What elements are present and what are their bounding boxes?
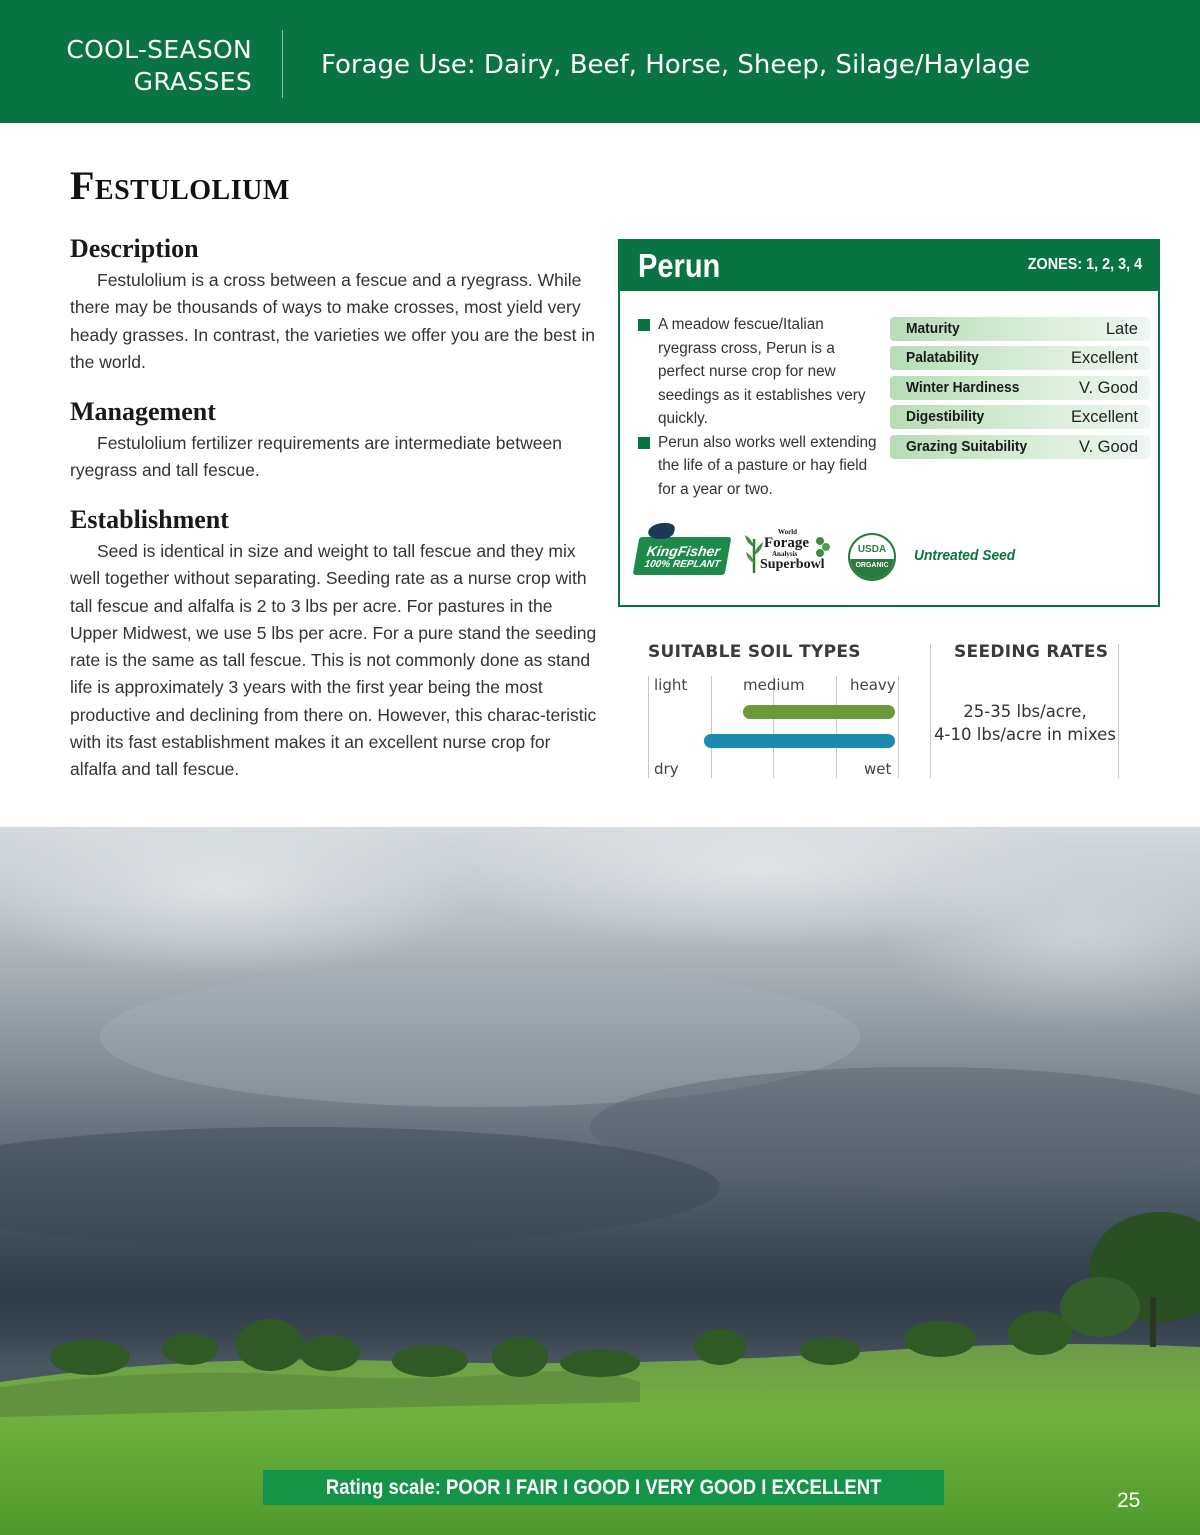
establishment-heading: Establishment <box>70 505 229 534</box>
ratings-table <box>890 317 1150 464</box>
seeding-divider <box>1118 644 1119 778</box>
soil-label-heavy: heavy <box>850 676 896 694</box>
soil-label-wet: wet <box>864 760 892 778</box>
seeding-divider <box>930 644 931 778</box>
soil-types-title: SUITABLE SOIL TYPES <box>648 642 861 662</box>
bullet-item <box>638 431 878 502</box>
product-logos <box>636 529 1136 589</box>
bullet-text: A meadow fescue/Italian ryegrass cross, Perun is a perfect nurse crop for new seedings as it establishes very quickly. <box>658 316 866 427</box>
rating-row-grazing-suitability <box>890 435 1150 459</box>
rating-row-maturity <box>890 317 1150 341</box>
storm-field-illustration <box>0 827 1200 1535</box>
rating-scale-bar <box>263 1470 944 1505</box>
soil-label-dry: dry <box>654 760 679 778</box>
wfs-line3: Analysis <box>772 550 798 558</box>
soil-label-light: light <box>654 676 688 694</box>
kingfisher-bird-icon <box>647 523 676 539</box>
soil-texture-bar <box>743 705 895 719</box>
description-heading: Description <box>70 234 199 263</box>
rating-value: Excellent <box>1071 408 1138 427</box>
soil-moisture-bar <box>704 734 895 748</box>
product-name: Perun <box>638 247 721 284</box>
rating-value: Late <box>1105 320 1138 338</box>
wfs-line1: World <box>778 528 798 536</box>
usda-organic-seal <box>848 533 896 581</box>
rating-row-winter-hardiness <box>890 376 1150 400</box>
wfs-line2: Forage <box>764 535 809 551</box>
rating-row-palatability <box>890 346 1150 370</box>
rating-label: Maturity <box>906 320 960 337</box>
product-bullets <box>638 313 878 501</box>
rating-label: Palatability <box>906 349 979 367</box>
product-zones: ZONES: 1, 2, 3, 4 <box>1027 256 1142 273</box>
rating-value: V. Good <box>1078 437 1138 456</box>
usda-label: USDA <box>857 544 887 555</box>
rating-label: Grazing Suitability <box>906 437 1028 455</box>
forage-use: Forage Use: Dairy, Beef, Horse, Sheep, Silage/Haylage <box>321 50 1031 80</box>
header-divider <box>282 30 283 98</box>
kingfisher-logo <box>633 537 732 575</box>
section-label-line2: GRASSES <box>133 67 252 96</box>
kingfisher-sub: 100% REPLANT <box>643 559 722 570</box>
landscape-photo <box>0 827 1200 1535</box>
product-header <box>620 241 1158 291</box>
bullet-text: Perun also works well extending the life of a pasture or hay field for a year or two. <box>658 433 877 498</box>
rating-row-digestibility <box>890 405 1150 429</box>
rating-value: Excellent <box>1071 349 1138 368</box>
wfs-line4: Superbowl <box>760 557 825 572</box>
section-label <box>66 34 252 98</box>
management-heading: Management <box>70 397 216 426</box>
seeding-rates-title: SEEDING RATES <box>954 642 1109 662</box>
rating-label: Digestibility <box>906 408 985 426</box>
soil-grid-line <box>898 676 899 778</box>
description-text: Festulolium is a cross between a fescue and a ryegrass. While there may be thousands of ways to make crosses, most yield very heady grasses. In contrast, the varieties we offer you are the best in the world. <box>70 270 595 372</box>
rating-label: Winter Hardiness <box>906 378 1020 396</box>
untreated-seed-label: Untreated Seed <box>914 547 1016 564</box>
establishment-text: Seed is identical in size and weight to tall fescue and they mix well together without separating. Seeding rate as a nurse crop with tall fescue and alfalfa is 2 to 3 lbs per acre. For pastures in the Upper Midwest, we use 5 lbs per acre. For a pure stand the seeding rate is the same as tall fescue. This is not commonly done as stand life is approximately 3 years with the first year being the most productive and declining from there on. However, this charac-teristic with its fast establishment makes it an excellent nurse crop for alfalfa and tall fescue. <box>70 541 597 780</box>
soil-grid-line <box>836 676 837 778</box>
bullet-item <box>638 313 878 431</box>
usda-organic-label: ORGANIC <box>850 559 894 579</box>
seeding-rate-line1: 25-35 lbs/acre, <box>963 702 1087 721</box>
page-title: Festulolium <box>70 163 290 208</box>
page-header <box>0 0 1200 123</box>
soil-label-medium: medium <box>743 676 805 694</box>
page-number: 25 <box>1117 1489 1141 1512</box>
section-label-line1: COOL-SEASON <box>66 35 252 64</box>
rating-value: V. Good <box>1078 378 1138 397</box>
management-text: Festulolium fertilizer requirements are intermediate between ryegrass and tall fescue. <box>70 433 562 481</box>
soil-types-chart <box>648 672 908 782</box>
world-forage-superbowl-logo <box>742 529 834 579</box>
seeding-rate-line2: 4-10 lbs/acre in mixes <box>934 725 1116 744</box>
soil-grid-line <box>648 676 649 778</box>
square-bullet-icon <box>638 319 650 331</box>
soil-grid-line <box>711 676 712 778</box>
leaf-cluster-icon <box>814 535 832 559</box>
square-bullet-icon <box>638 437 650 449</box>
rating-scale-text: Rating scale: POOR I FAIR I GOOD I VERY GOOD I EXCELLENT <box>325 1476 882 1499</box>
kingfisher-name: KingFisher <box>645 543 722 559</box>
product-box <box>618 239 1160 607</box>
